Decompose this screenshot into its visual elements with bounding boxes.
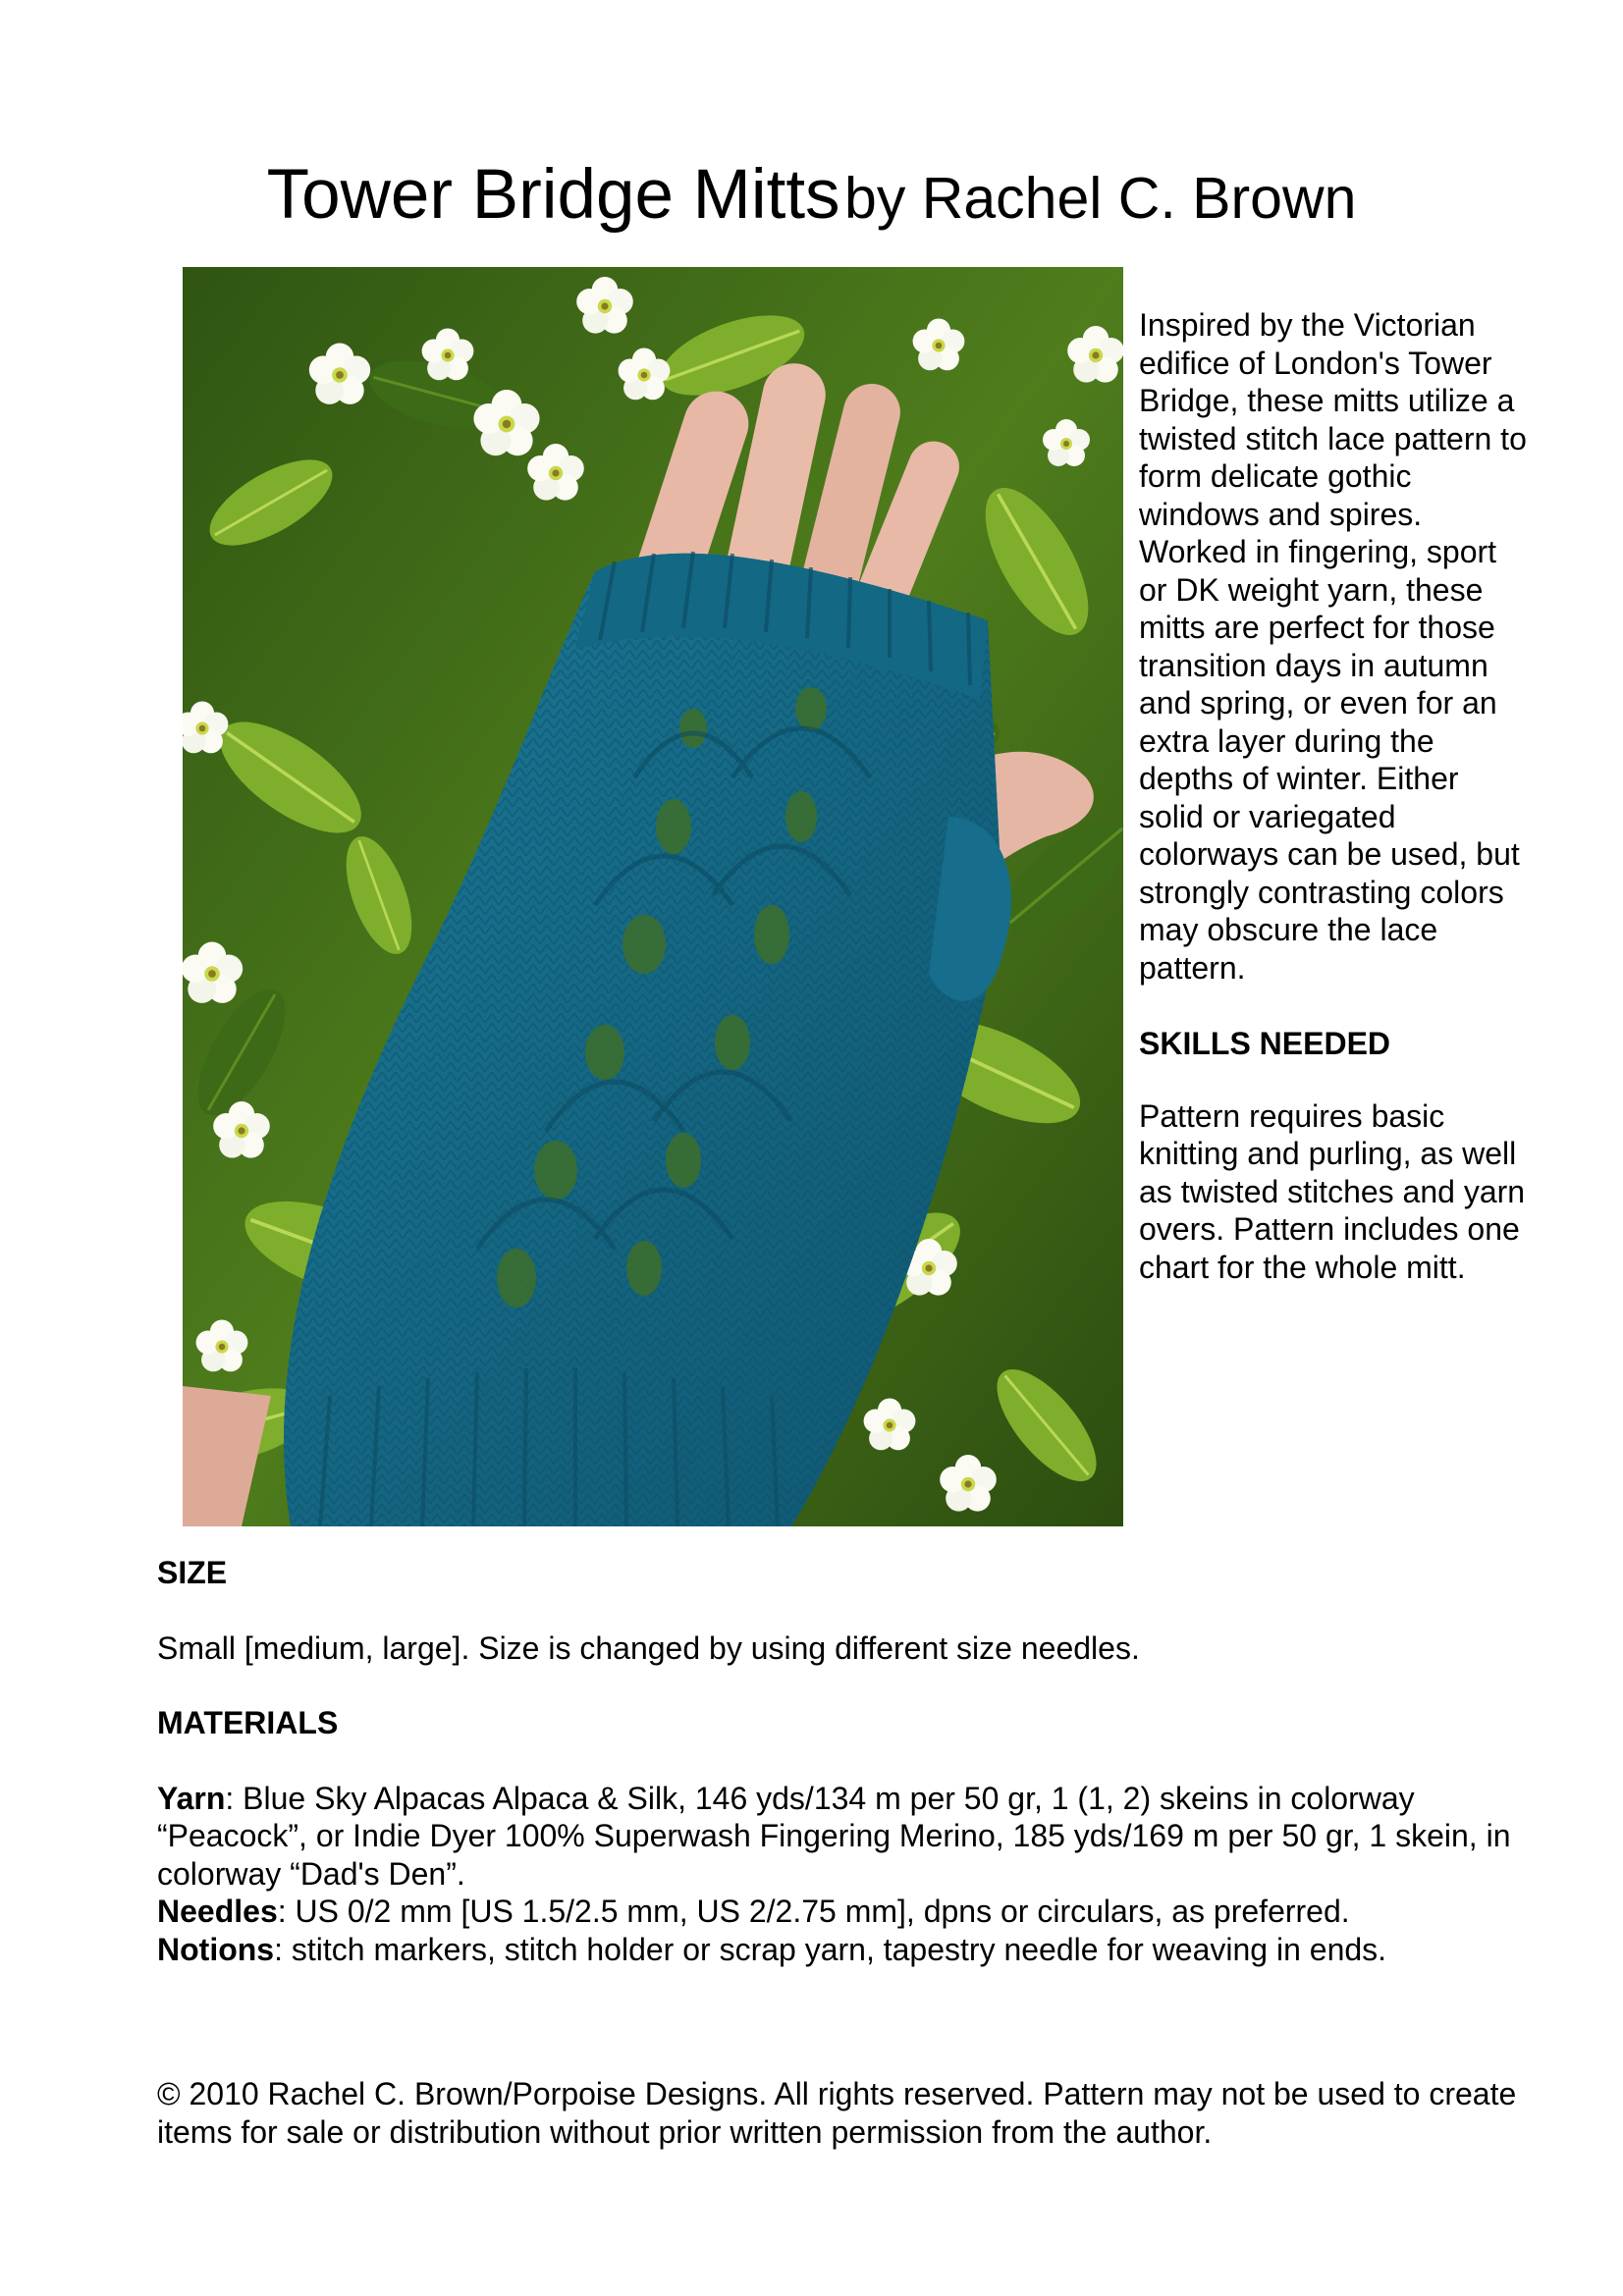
yarn-label: Yarn [157,1780,226,1816]
intro-description: Inspired by the Victorian edifice of London's Tower Bridge, these mitts utilize a twisted stitch lace pattern to form delicate gothic windows and spires. Worked in fingering, sport or DK weight yarn, these mitts are perfect for those transition days in autumn and spring, or even for an extra layer during the depths of winter. Either solid or variegated colorways can be used, but strongly contrasting colors may obscure the lace pattern. [1139,307,1527,986]
skills-heading: SKILLS NEEDED [1139,1026,1391,1061]
needles-line [157,1893,1532,1931]
intro-column [1139,306,1532,1286]
page-title [0,155,1623,235]
yarn-line [157,1780,1532,1894]
notions-text: : stitch markers, stitch holder or scrap yarn, tapestry needle for weaving in ends. [274,1931,1387,1967]
notions-label: Notions [157,1931,275,1967]
skills-description: Pattern requires basic knitting and purling, as well as twisted stitches and yarn overs. Pattern includes one chart for the whole mitt. [1139,1097,1526,1285]
materials-heading: MATERIALS [157,1705,339,1740]
needles-label: Needles [157,1894,278,1929]
size-text: Small [medium, large]. Size is changed by using different size needles. [157,1629,1140,1666]
copyright-notice: © 2010 Rachel C. Brown/Porpoise Designs. All rights reserved. Pattern may not be used to create items for sale or distribution without prior written permission from the author. [157,2076,1517,2150]
pattern-name: Tower Bridge Mitts [266,156,840,234]
yarn-text: : Blue Sky Alpacas Alpaca & Silk, 146 yds/134 m per 50 gr, 1 (1, 2) skeins in colorway “Peacock”, or Indie Dyer 100% Superwash Fingering Merino, 185 yds/169 m per 50 gr, 1 skein, in colorway “Dad's Den”. [157,1780,1511,1892]
needles-text: : US 0/2 mm [US 1.5/2.5 mm, US 2/2.75 mm], dpns or circulars, as preferred. [277,1894,1350,1929]
mitt-photo [183,267,1123,1526]
details-section [157,1554,1532,1968]
pattern-author: by Rachel C. Brown [844,166,1357,231]
notions-line [157,1931,1532,1969]
size-heading: SIZE [157,1555,228,1590]
